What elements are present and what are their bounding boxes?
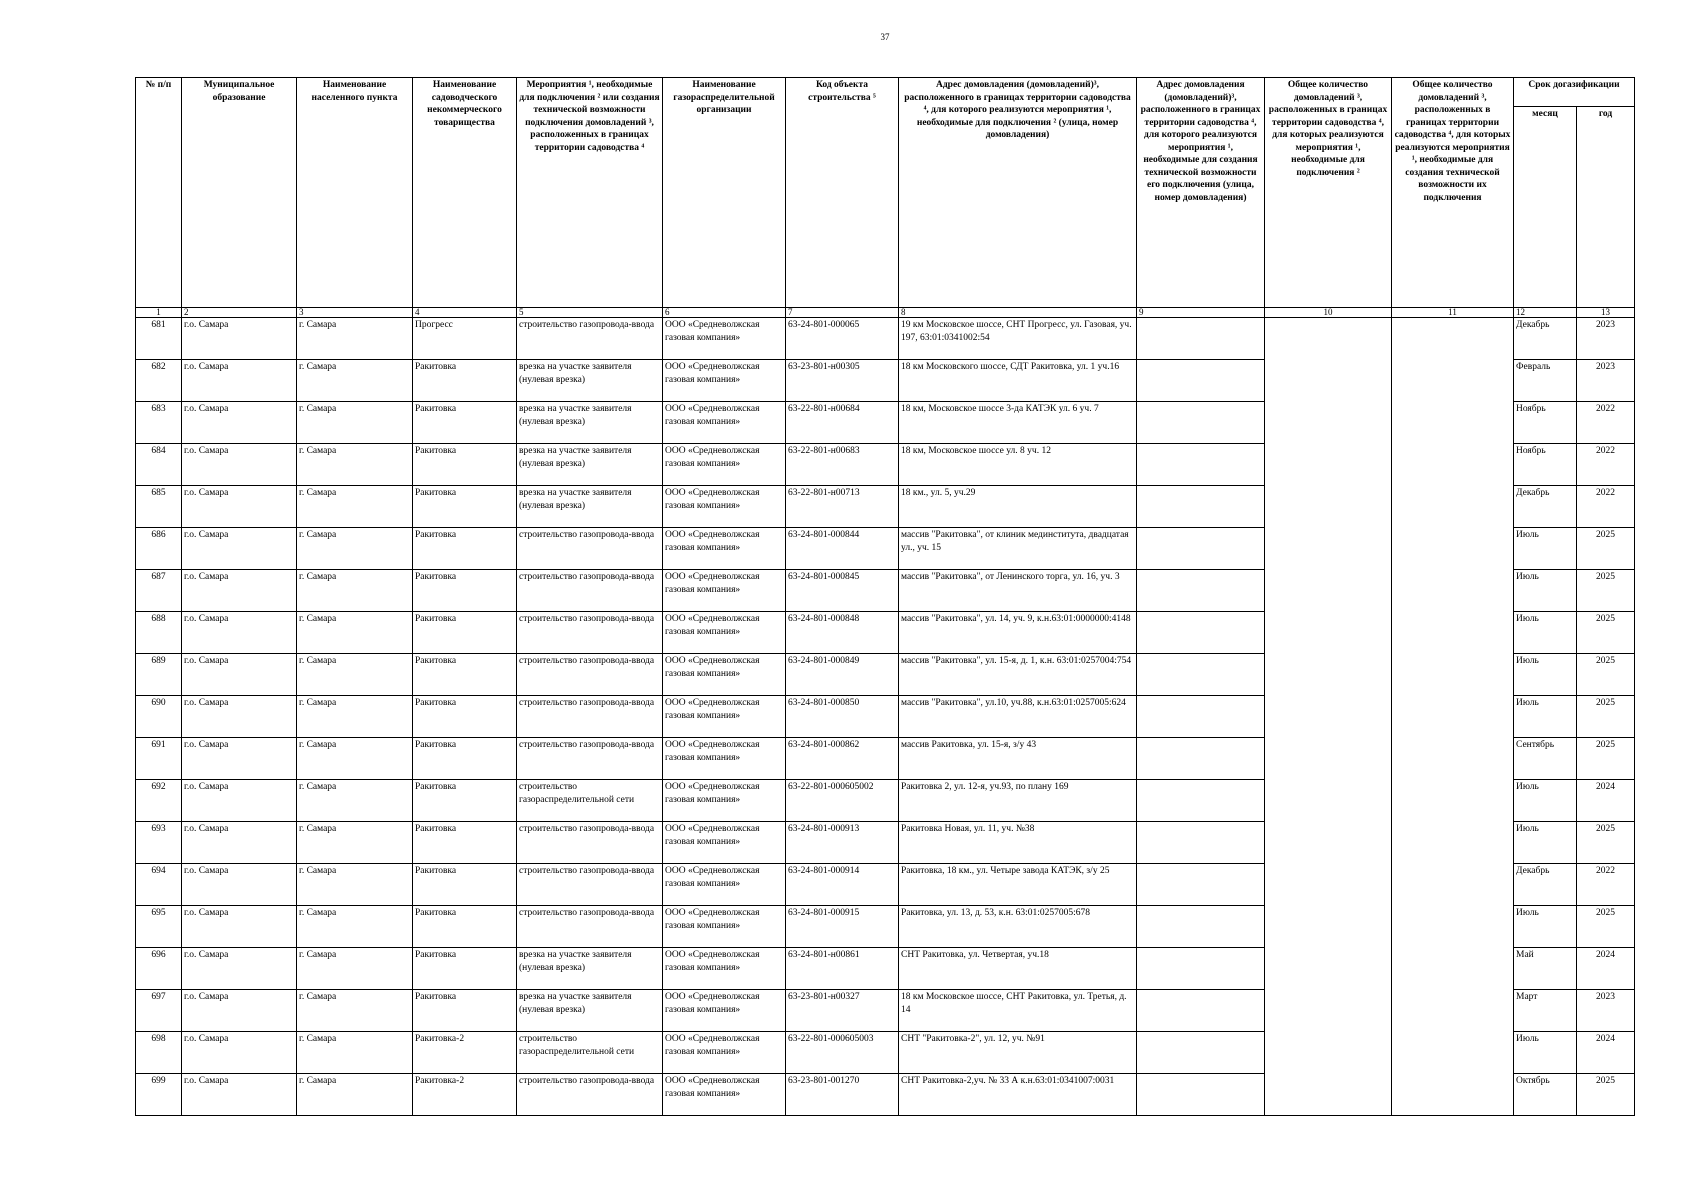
settlement-cell: г. Самара <box>297 780 413 822</box>
measure-cell: строительство газопровода-ввода <box>517 570 663 612</box>
deadline-month-cell: Март <box>1514 990 1577 1032</box>
organization-cell: ООО «Средневолжская газовая компания» <box>663 1032 786 1074</box>
deadline-month-cell: Июль <box>1514 822 1577 864</box>
deadline-month-cell: Ноябрь <box>1514 402 1577 444</box>
total-tech-cell <box>1392 444 1514 486</box>
total-tech-cell <box>1392 990 1514 1032</box>
address-tech-cell <box>1137 738 1265 780</box>
table-row <box>136 654 1635 696</box>
total-tech-cell <box>1392 528 1514 570</box>
municipality-cell: г.о. Самара <box>182 528 297 570</box>
table-row <box>136 780 1635 822</box>
row-number: 684 <box>136 444 182 486</box>
row-number: 695 <box>136 906 182 948</box>
deadline-year-cell: 2022 <box>1577 444 1635 486</box>
organization-cell: ООО «Средневолжская газовая компания» <box>663 402 786 444</box>
total-connect-cell <box>1265 948 1392 990</box>
deadline-month-cell: Май <box>1514 948 1577 990</box>
deadline-month-cell: Февраль <box>1514 360 1577 402</box>
row-number: 693 <box>136 822 182 864</box>
row-number: 687 <box>136 570 182 612</box>
snt-cell: Ракитовка <box>413 780 517 822</box>
total-connect-cell <box>1265 738 1392 780</box>
municipality-cell: г.о. Самара <box>182 1074 297 1116</box>
object-code-cell: 63-22-801-000605002 <box>786 780 899 822</box>
object-code-cell: 63-24-801-000850 <box>786 696 899 738</box>
measure-cell: врезка на участке заявителя (нулевая врезка) <box>517 948 663 990</box>
settlement-cell: г. Самара <box>297 528 413 570</box>
address-tech-cell <box>1137 822 1265 864</box>
municipality-cell: г.о. Самара <box>182 318 297 360</box>
header-month: месяц <box>1514 107 1577 308</box>
organization-cell: ООО «Средневолжская газовая компания» <box>663 696 786 738</box>
organization-cell: ООО «Средневолжская газовая компания» <box>663 654 786 696</box>
table-row <box>136 906 1635 948</box>
address-cell: СНТ "Ракитовка-2", ул. 12, уч. №91 <box>899 1032 1137 1074</box>
row-number: 698 <box>136 1032 182 1074</box>
deadline-year-cell: 2025 <box>1577 738 1635 780</box>
snt-cell: Ракитовка-2 <box>413 1032 517 1074</box>
object-code-cell: 63-24-801-000862 <box>786 738 899 780</box>
organization-cell: ООО «Средневолжская газовая компания» <box>663 864 786 906</box>
settlement-cell: г. Самара <box>297 864 413 906</box>
address-cell: 18 км, Московское шоссе ул. 8 уч. 12 <box>899 444 1137 486</box>
settlement-cell: г. Самара <box>297 486 413 528</box>
snt-cell: Ракитовка <box>413 990 517 1032</box>
organization-cell: ООО «Средневолжская газовая компания» <box>663 1074 786 1116</box>
municipality-cell: г.о. Самара <box>182 780 297 822</box>
municipality-cell: г.о. Самара <box>182 570 297 612</box>
settlement-cell: г. Самара <box>297 654 413 696</box>
total-tech-cell <box>1392 612 1514 654</box>
header-address: Адрес домовладения (домовладений)³, расположенного в границах территории садоводства ⁴, для которого реализуются мероприятия ¹, необходимые для подключения ² (улица, номер домовладения) <box>899 78 1137 308</box>
table-row <box>136 990 1635 1032</box>
address-tech-cell <box>1137 612 1265 654</box>
header-municipality: Муниципальное образование <box>182 78 297 308</box>
municipality-cell: г.о. Самара <box>182 402 297 444</box>
table-row <box>136 570 1635 612</box>
total-connect-cell <box>1265 990 1392 1032</box>
municipality-cell: г.о. Самара <box>182 654 297 696</box>
total-tech-cell <box>1392 402 1514 444</box>
address-tech-cell <box>1137 906 1265 948</box>
header-code: Код объекта строительства ⁵ <box>786 78 899 308</box>
organization-cell: ООО «Средневолжская газовая компания» <box>663 360 786 402</box>
organization-cell: ООО «Средневолжская газовая компания» <box>663 570 786 612</box>
deadline-year-cell: 2023 <box>1577 360 1635 402</box>
settlement-cell: г. Самара <box>297 738 413 780</box>
deadline-month-cell: Октябрь <box>1514 1074 1577 1116</box>
table-row <box>136 360 1635 402</box>
snt-cell: Ракитовка <box>413 444 517 486</box>
table-row <box>136 318 1635 360</box>
total-tech-cell <box>1392 1074 1514 1116</box>
address-cell: 19 км Московское шоссе, СНТ Прогресс, ул. Газовая, уч. 197, 63:01:0341002:54 <box>899 318 1137 360</box>
snt-cell: Ракитовка <box>413 948 517 990</box>
address-cell: массив "Ракитовка", от Ленинского торга, ул. 16, уч. 3 <box>899 570 1137 612</box>
address-cell: массив "Ракитовка", ул. 15-я, д. 1, к.н. 63:01:0257004:754 <box>899 654 1137 696</box>
snt-cell: Ракитовка <box>413 360 517 402</box>
header-total-tech: Общее количество домовладений ³, расположенных в границах территории садоводства ⁴, для которых реализуются мероприятия ¹, необходимые для создания технической возможности их подключения <box>1392 78 1514 308</box>
address-cell: 18 км., ул. 5, уч.29 <box>899 486 1137 528</box>
snt-cell: Ракитовка <box>413 528 517 570</box>
municipality-cell: г.о. Самара <box>182 906 297 948</box>
address-cell: 18 км, Московское шоссе 3-да КАТЭК ул. 6 уч. 7 <box>899 402 1137 444</box>
deadline-month-cell: Июль <box>1514 654 1577 696</box>
municipality-cell: г.о. Самара <box>182 444 297 486</box>
object-code-cell: 63-24-801-н00861 <box>786 948 899 990</box>
total-connect-cell <box>1265 612 1392 654</box>
column-number: 6 <box>663 308 786 318</box>
address-tech-cell <box>1137 444 1265 486</box>
address-cell: массив "Ракитовка", ул.10, уч.88, к.н.63:01:0257005:624 <box>899 696 1137 738</box>
measure-cell: строительство газопровода-ввода <box>517 822 663 864</box>
deadline-month-cell: Июль <box>1514 528 1577 570</box>
object-code-cell: 63-24-801-000844 <box>786 528 899 570</box>
measure-cell: врезка на участке заявителя (нулевая врезка) <box>517 990 663 1032</box>
row-number: 691 <box>136 738 182 780</box>
row-number: 682 <box>136 360 182 402</box>
object-code-cell: 63-22-801-н00683 <box>786 444 899 486</box>
address-tech-cell <box>1137 990 1265 1032</box>
total-connect-cell <box>1265 360 1392 402</box>
total-connect-cell <box>1265 402 1392 444</box>
measure-cell: врезка на участке заявителя (нулевая врезка) <box>517 360 663 402</box>
row-number: 685 <box>136 486 182 528</box>
deadline-month-cell: Июль <box>1514 612 1577 654</box>
measure-cell: строительство газопровода-ввода <box>517 528 663 570</box>
address-tech-cell <box>1137 528 1265 570</box>
total-connect-cell <box>1265 1074 1392 1116</box>
row-number: 694 <box>136 864 182 906</box>
deadline-year-cell: 2025 <box>1577 612 1635 654</box>
total-tech-cell <box>1392 822 1514 864</box>
municipality-cell: г.о. Самара <box>182 948 297 990</box>
object-code-cell: 63-22-801-н00713 <box>786 486 899 528</box>
municipality-cell: г.о. Самара <box>182 738 297 780</box>
header-year: год <box>1577 107 1635 308</box>
address-cell: Ракитовка 2, ул. 12-я, уч.93, по плану 169 <box>899 780 1137 822</box>
row-number: 697 <box>136 990 182 1032</box>
settlement-cell: г. Самара <box>297 402 413 444</box>
measure-cell: строительство газопровода-ввода <box>517 906 663 948</box>
row-number: 696 <box>136 948 182 990</box>
header-total-connect: Общее количество домовладений ³, расположенных в границах территории садоводства ⁴, для которых реализуются мероприятия ¹, необходимые для подключения ² <box>1265 78 1392 308</box>
address-tech-cell <box>1137 780 1265 822</box>
organization-cell: ООО «Средневолжская газовая компания» <box>663 906 786 948</box>
total-tech-cell <box>1392 696 1514 738</box>
total-tech-cell <box>1392 486 1514 528</box>
measure-cell: строительство газопровода-ввода <box>517 1074 663 1116</box>
municipality-cell: г.о. Самара <box>182 864 297 906</box>
deadline-year-cell: 2022 <box>1577 402 1635 444</box>
table-row <box>136 864 1635 906</box>
table-row <box>136 444 1635 486</box>
row-number: 690 <box>136 696 182 738</box>
municipality-cell: г.о. Самара <box>182 1032 297 1074</box>
table-row <box>136 696 1635 738</box>
total-connect-cell <box>1265 780 1392 822</box>
address-cell: 18 км Московское шоссе, СНТ Ракитовка, ул. Третья, д. 14 <box>899 990 1137 1032</box>
deadline-month-cell: Июль <box>1514 696 1577 738</box>
row-number: 699 <box>136 1074 182 1116</box>
object-code-cell: 63-23-801-н00305 <box>786 360 899 402</box>
address-cell: массив "Ракитовка", ул. 14, уч. 9, к.н.63:01:0000000:4148 <box>899 612 1137 654</box>
object-code-cell: 63-22-801-000605003 <box>786 1032 899 1074</box>
total-tech-cell <box>1392 948 1514 990</box>
deadline-year-cell: 2023 <box>1577 318 1635 360</box>
settlement-cell: г. Самара <box>297 360 413 402</box>
municipality-cell: г.о. Самара <box>182 486 297 528</box>
deadline-year-cell: 2023 <box>1577 990 1635 1032</box>
municipality-cell: г.о. Самара <box>182 990 297 1032</box>
measure-cell: строительство газопровода-ввода <box>517 612 663 654</box>
snt-cell: Ракитовка-2 <box>413 1074 517 1116</box>
table-row <box>136 822 1635 864</box>
organization-cell: ООО «Средневолжская газовая компания» <box>663 822 786 864</box>
settlement-cell: г. Самара <box>297 444 413 486</box>
column-number: 10 <box>1265 308 1392 318</box>
column-number: 1 <box>136 308 182 318</box>
total-connect-cell <box>1265 444 1392 486</box>
address-cell: Ракитовка Новая, ул. 11, уч. №38 <box>899 822 1137 864</box>
deadline-month-cell: Июль <box>1514 906 1577 948</box>
address-cell: массив "Ракитовка", от клиник мединститута, двадцатая ул., уч. 15 <box>899 528 1137 570</box>
deadline-month-cell: Декабрь <box>1514 486 1577 528</box>
deadline-year-cell: 2022 <box>1577 486 1635 528</box>
header-gdo: Наименование газораспределительной организации <box>663 78 786 308</box>
address-tech-cell <box>1137 1074 1265 1116</box>
organization-cell: ООО «Средневолжская газовая компания» <box>663 612 786 654</box>
column-number: 5 <box>517 308 663 318</box>
address-tech-cell <box>1137 360 1265 402</box>
measure-cell: врезка на участке заявителя (нулевая врезка) <box>517 402 663 444</box>
snt-cell: Ракитовка <box>413 906 517 948</box>
address-cell: СНТ Ракитовка-2,уч. № 33 А к.н.63:01:0341007:0031 <box>899 1074 1137 1116</box>
measure-cell: врезка на участке заявителя (нулевая врезка) <box>517 486 663 528</box>
deadline-month-cell: Сентябрь <box>1514 738 1577 780</box>
column-number: 12 <box>1514 308 1577 318</box>
total-tech-cell <box>1392 906 1514 948</box>
total-tech-cell <box>1392 864 1514 906</box>
snt-cell: Ракитовка <box>413 822 517 864</box>
table-row <box>136 1032 1635 1074</box>
column-number: 11 <box>1392 308 1514 318</box>
object-code-cell: 63-23-801-001270 <box>786 1074 899 1116</box>
object-code-cell: 63-23-801-н00327 <box>786 990 899 1032</box>
snt-cell: Ракитовка <box>413 864 517 906</box>
deadline-year-cell: 2024 <box>1577 1032 1635 1074</box>
settlement-cell: г. Самара <box>297 906 413 948</box>
settlement-cell: г. Самара <box>297 696 413 738</box>
organization-cell: ООО «Средневолжская газовая компания» <box>663 990 786 1032</box>
table-row <box>136 948 1635 990</box>
table-row <box>136 486 1635 528</box>
deadline-year-cell: 2024 <box>1577 948 1635 990</box>
municipality-cell: г.о. Самара <box>182 822 297 864</box>
column-number: 7 <box>786 308 899 318</box>
address-cell: Ракитовка, ул. 13, д. 53, к.н. 63:01:0257005:678 <box>899 906 1137 948</box>
table-row <box>136 402 1635 444</box>
address-tech-cell <box>1137 864 1265 906</box>
total-tech-cell <box>1392 738 1514 780</box>
column-number: 3 <box>297 308 413 318</box>
object-code-cell: 63-24-801-000849 <box>786 654 899 696</box>
object-code-cell: 63-22-801-н00684 <box>786 402 899 444</box>
address-tech-cell <box>1137 486 1265 528</box>
deadline-year-cell: 2024 <box>1577 780 1635 822</box>
total-tech-cell <box>1392 780 1514 822</box>
snt-cell: Ракитовка <box>413 486 517 528</box>
settlement-cell: г. Самара <box>297 1032 413 1074</box>
column-number: 2 <box>182 308 297 318</box>
deadline-year-cell: 2025 <box>1577 822 1635 864</box>
deadline-year-cell: 2025 <box>1577 570 1635 612</box>
address-cell: массив Ракитовка, ул. 15-я, з/у 43 <box>899 738 1137 780</box>
object-code-cell: 63-24-801-000914 <box>786 864 899 906</box>
deadline-month-cell: Ноябрь <box>1514 444 1577 486</box>
deadline-year-cell: 2025 <box>1577 1074 1635 1116</box>
deadline-year-cell: 2025 <box>1577 906 1635 948</box>
header-num: № п/п <box>136 78 182 308</box>
deadline-year-cell: 2025 <box>1577 528 1635 570</box>
deadline-year-cell: 2025 <box>1577 654 1635 696</box>
snt-cell: Ракитовка <box>413 654 517 696</box>
snt-cell: Ракитовка <box>413 570 517 612</box>
deadline-month-cell: Декабрь <box>1514 864 1577 906</box>
settlement-cell: г. Самара <box>297 318 413 360</box>
total-connect-cell <box>1265 486 1392 528</box>
header-snt: Наименование садоводческого некоммерческого товарищества <box>413 78 517 308</box>
settlement-cell: г. Самара <box>297 822 413 864</box>
measure-cell: строительство газопровода-ввода <box>517 864 663 906</box>
total-connect-cell <box>1265 654 1392 696</box>
measure-cell: врезка на участке заявителя (нулевая врезка) <box>517 444 663 486</box>
header-settlement: Наименование населенного пункта <box>297 78 413 308</box>
object-code-cell: 63-24-801-000065 <box>786 318 899 360</box>
deadline-year-cell: 2022 <box>1577 864 1635 906</box>
column-number: 8 <box>899 308 1137 318</box>
object-code-cell: 63-24-801-000915 <box>786 906 899 948</box>
table-row <box>136 1074 1635 1116</box>
organization-cell: ООО «Средневолжская газовая компания» <box>663 528 786 570</box>
header-deadline: Срок догазификации <box>1514 78 1635 107</box>
page-number: 37 <box>880 32 890 42</box>
snt-cell: Ракитовка <box>413 612 517 654</box>
deadline-month-cell: Декабрь <box>1514 318 1577 360</box>
row-number: 688 <box>136 612 182 654</box>
row-number: 686 <box>136 528 182 570</box>
settlement-cell: г. Самара <box>297 990 413 1032</box>
organization-cell: ООО «Средневолжская газовая компания» <box>663 486 786 528</box>
settlement-cell: г. Самара <box>297 948 413 990</box>
measure-cell: строительство газораспределительной сети <box>517 1032 663 1074</box>
gasification-table <box>135 77 1635 1116</box>
snt-cell: Ракитовка <box>413 696 517 738</box>
measure-cell: строительство газопровода-ввода <box>517 654 663 696</box>
total-connect-cell <box>1265 570 1392 612</box>
address-tech-cell <box>1137 654 1265 696</box>
address-cell: СНТ Ракитовка, ул. Четвертая, уч.18 <box>899 948 1137 990</box>
organization-cell: ООО «Средневолжская газовая компания» <box>663 318 786 360</box>
total-connect-cell <box>1265 696 1392 738</box>
row-number: 681 <box>136 318 182 360</box>
municipality-cell: г.о. Самара <box>182 360 297 402</box>
column-number: 9 <box>1137 308 1265 318</box>
table-row <box>136 528 1635 570</box>
organization-cell: ООО «Средневолжская газовая компания» <box>663 444 786 486</box>
organization-cell: ООО «Средневолжская газовая компания» <box>663 738 786 780</box>
object-code-cell: 63-24-801-000845 <box>786 570 899 612</box>
measure-cell: строительство газопровода-ввода <box>517 696 663 738</box>
table-row <box>136 738 1635 780</box>
column-number: 4 <box>413 308 517 318</box>
table-row <box>136 612 1635 654</box>
settlement-cell: г. Самара <box>297 612 413 654</box>
address-tech-cell <box>1137 402 1265 444</box>
total-connect-cell <box>1265 528 1392 570</box>
snt-cell: Прогресс <box>413 318 517 360</box>
deadline-month-cell: Июль <box>1514 570 1577 612</box>
total-tech-cell <box>1392 1032 1514 1074</box>
total-tech-cell <box>1392 570 1514 612</box>
total-connect-cell <box>1265 822 1392 864</box>
address-tech-cell <box>1137 696 1265 738</box>
address-tech-cell <box>1137 1032 1265 1074</box>
deadline-year-cell: 2025 <box>1577 696 1635 738</box>
header-measures: Мероприятия ¹, необходимые для подключения ² или создания технической возможности подключения домовладений ³, расположенных в границах территории садоводства ⁴ <box>517 78 663 308</box>
snt-cell: Ракитовка <box>413 738 517 780</box>
total-tech-cell <box>1392 654 1514 696</box>
total-tech-cell <box>1392 318 1514 360</box>
total-connect-cell <box>1265 1032 1392 1074</box>
organization-cell: ООО «Средневолжская газовая компания» <box>663 780 786 822</box>
object-code-cell: 63-24-801-000848 <box>786 612 899 654</box>
total-connect-cell <box>1265 906 1392 948</box>
deadline-month-cell: Июль <box>1514 780 1577 822</box>
measure-cell: строительство газопровода-ввода <box>517 318 663 360</box>
row-number: 683 <box>136 402 182 444</box>
measure-cell: строительство газопровода-ввода <box>517 738 663 780</box>
total-tech-cell <box>1392 360 1514 402</box>
address-cell: 18 км Московского шоссе, СДТ Ракитовка, ул. 1 уч.16 <box>899 360 1137 402</box>
column-number: 13 <box>1577 308 1635 318</box>
municipality-cell: г.о. Самара <box>182 696 297 738</box>
address-cell: Ракитовка, 18 км., ул. Четыре завода КАТЭК, з/у 25 <box>899 864 1137 906</box>
row-number: 689 <box>136 654 182 696</box>
header-address-tech: Адрес домовладения (домовладений)³, расположенного в границах территории садоводства ⁴, для которого реализуются мероприятия ¹, необходимые для создания технической возможности его подключения (улица, номер домовладения) <box>1137 78 1265 308</box>
deadline-month-cell: Июль <box>1514 1032 1577 1074</box>
address-tech-cell <box>1137 948 1265 990</box>
measure-cell: строительство газораспределительной сети <box>517 780 663 822</box>
total-connect-cell <box>1265 318 1392 360</box>
total-connect-cell <box>1265 864 1392 906</box>
settlement-cell: г. Самара <box>297 1074 413 1116</box>
column-numbers-row <box>136 308 1635 318</box>
address-tech-cell <box>1137 570 1265 612</box>
snt-cell: Ракитовка <box>413 402 517 444</box>
organization-cell: ООО «Средневолжская газовая компания» <box>663 948 786 990</box>
address-tech-cell <box>1137 318 1265 360</box>
municipality-cell: г.о. Самара <box>182 612 297 654</box>
settlement-cell: г. Самара <box>297 570 413 612</box>
object-code-cell: 63-24-801-000913 <box>786 822 899 864</box>
row-number: 692 <box>136 780 182 822</box>
